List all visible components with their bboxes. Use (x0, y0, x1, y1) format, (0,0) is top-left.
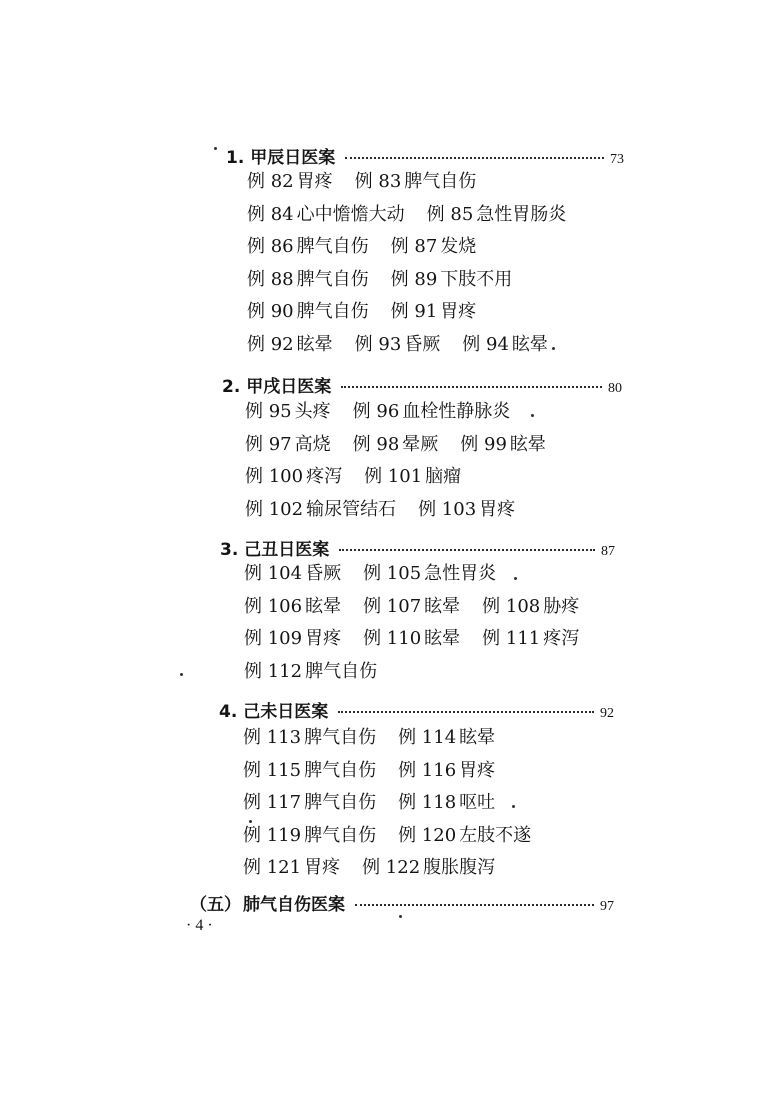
section-4-heading (219, 697, 614, 722)
case-title: 下肢不用 (440, 268, 513, 290)
scan-speck (249, 820, 252, 823)
case-title: 眩晕 (424, 628, 461, 650)
case-number: 例 113 (243, 727, 302, 748)
section-number: 1. (226, 148, 245, 168)
case-number: 例 117 (243, 792, 302, 814)
scan-speck (514, 577, 517, 580)
case-entry (398, 727, 495, 748)
case-number: 例 83 (354, 171, 402, 192)
dot-leader (338, 711, 594, 713)
case-title: 急性胃炎 (424, 563, 497, 584)
chapter-page-number: 97 (600, 899, 614, 914)
case-entry (243, 760, 376, 781)
case-title: 腹胀腹泻 (423, 857, 496, 879)
case-entry (363, 628, 460, 649)
case-number: 例 121 (243, 857, 302, 879)
case-entry (244, 628, 341, 649)
case-title: 胁疼 (543, 595, 580, 617)
case-title: 脾气自伤 (296, 236, 369, 258)
case-entry (247, 334, 333, 355)
case-entry (243, 857, 340, 878)
case-number: 例 87 (390, 236, 438, 258)
case-entry (362, 857, 495, 878)
case-entry (391, 269, 513, 290)
case-number: 例 93 (354, 333, 402, 355)
case-number: 例 89 (390, 268, 438, 290)
page-footer-number: · 4 · (186, 917, 213, 934)
case-title: 高烧 (294, 433, 331, 455)
case-entry (482, 628, 579, 649)
case-entry (247, 269, 369, 290)
case-title: 脾气自伤 (404, 171, 477, 192)
case-line (244, 591, 601, 624)
case-title: 昏厥 (305, 563, 342, 584)
case-number: 例 116 (398, 759, 457, 781)
dot-leader (345, 157, 604, 159)
case-title: 脾气自伤 (304, 727, 377, 748)
case-title: 左肢不遂 (459, 824, 532, 846)
case-number: 例 101 (364, 466, 423, 488)
case-number: 例 122 (362, 857, 421, 879)
case-title: 脾气自伤 (304, 792, 377, 814)
scan-speck (531, 414, 534, 417)
case-title: 眩晕 (459, 727, 496, 748)
case-number: 例 107 (363, 595, 422, 617)
section-title: 甲辰日医案 (250, 148, 336, 168)
case-entry (427, 204, 567, 225)
case-number: 例 111 (482, 628, 541, 650)
case-line (245, 396, 568, 429)
case-number: 例 112 (244, 660, 303, 682)
case-entry (355, 171, 477, 192)
case-number: 例 99 (460, 433, 507, 455)
section-page-number: 80 (608, 381, 622, 396)
case-number: 例 105 (363, 563, 422, 584)
case-line (247, 231, 588, 264)
scan-speck (552, 347, 555, 350)
case-number: 例 92 (247, 333, 294, 355)
case-line (244, 656, 601, 689)
case-number: 例 90 (247, 301, 294, 323)
case-title: 头疼 (294, 401, 331, 422)
case-number: 例 109 (244, 628, 303, 650)
case-title: 昏厥 (404, 333, 441, 355)
case-line (243, 787, 553, 820)
section-page-number: 87 (601, 544, 615, 559)
section-title: 甲戌日医案 (246, 377, 332, 397)
case-number: 例 100 (245, 466, 304, 488)
case-title: 眩晕 (424, 595, 461, 617)
scan-speck (214, 147, 217, 150)
section-3-cases (244, 558, 601, 688)
case-number: 例 106 (244, 595, 303, 617)
section-1-heading (226, 143, 624, 168)
case-number: 例 94 (462, 333, 509, 355)
case-title: 胃疼 (459, 759, 496, 781)
case-entry (244, 661, 377, 682)
scan-speck (512, 805, 515, 808)
section-number: 4. (219, 702, 238, 722)
case-line (244, 623, 601, 656)
case-line (244, 558, 601, 591)
case-entry (245, 401, 331, 422)
case-number: 例 96 (352, 401, 400, 422)
case-entry (398, 792, 495, 813)
case-number: 例 85 (426, 203, 474, 225)
case-entry (460, 434, 546, 455)
case-entry (247, 301, 369, 322)
case-entry (244, 596, 341, 617)
case-number: 例 114 (398, 727, 457, 748)
case-line (247, 296, 588, 329)
section-1-cases (247, 166, 588, 362)
case-entry (355, 334, 441, 355)
case-entry (247, 204, 405, 225)
case-number: 例 102 (245, 498, 304, 520)
case-entry (243, 792, 376, 813)
case-line (245, 494, 568, 527)
case-entry (247, 236, 369, 257)
case-entry (482, 596, 579, 617)
case-title: 呕吐 (459, 792, 496, 814)
case-title: 输尿管结石 (306, 498, 397, 520)
section-number: 3. (220, 540, 239, 560)
chapter-title: 肺气自伤医案 (243, 895, 345, 915)
case-entry (363, 563, 496, 584)
case-line (243, 722, 553, 755)
case-line (245, 461, 568, 494)
case-number: 例 119 (243, 824, 302, 846)
case-number: 例 95 (245, 401, 292, 422)
case-title: 胃疼 (440, 301, 477, 323)
case-title: 脾气自伤 (305, 660, 378, 682)
case-entry (353, 434, 439, 455)
case-number: 例 98 (352, 433, 400, 455)
case-title: 晕厥 (402, 433, 439, 455)
section-4-cases (243, 722, 553, 885)
case-entry (391, 236, 477, 257)
case-title: 胃疼 (479, 498, 516, 520)
case-line (247, 166, 588, 199)
dot-leader (355, 904, 594, 906)
case-entry (391, 301, 477, 322)
case-entry (462, 334, 548, 355)
chapter-number: （五） (190, 895, 241, 915)
case-title: 心中憺憺大动 (296, 203, 405, 225)
case-title: 脑瘤 (425, 466, 462, 488)
dot-leader (341, 386, 602, 388)
case-entry (243, 727, 376, 748)
case-title: 急性胃肠炎 (476, 203, 567, 225)
case-title: 发烧 (440, 236, 477, 258)
case-number: 例 104 (244, 563, 303, 584)
case-entry (398, 825, 531, 846)
case-line (243, 820, 553, 853)
case-line (247, 199, 588, 232)
case-number: 例 108 (482, 595, 541, 617)
case-entry (245, 466, 342, 487)
case-line (247, 264, 588, 297)
case-title: 疼泻 (306, 466, 343, 488)
case-entry (363, 596, 460, 617)
section-title: 己未日医案 (243, 702, 329, 722)
case-line (245, 429, 568, 462)
case-number: 例 82 (247, 171, 294, 192)
case-title: 脾气自伤 (296, 301, 369, 323)
case-title: 眩晕 (511, 333, 548, 355)
case-entry (244, 563, 341, 584)
case-entry (364, 466, 461, 487)
dot-leader (339, 549, 595, 551)
case-number: 例 88 (247, 268, 294, 290)
case-entry (245, 434, 331, 455)
scan-speck (399, 915, 402, 918)
case-line (247, 329, 588, 362)
section-page-number: 73 (610, 152, 624, 167)
case-title: 血栓性静脉炎 (402, 401, 511, 422)
section-3-heading (220, 535, 615, 560)
section-title: 己丑日医案 (244, 540, 330, 560)
case-number: 例 115 (243, 759, 302, 781)
case-number: 例 103 (418, 498, 477, 520)
case-title: 胃疼 (304, 857, 341, 879)
case-entry (418, 499, 515, 520)
case-title: 脾气自伤 (304, 824, 377, 846)
case-entry (398, 760, 495, 781)
section-number: 2. (222, 377, 241, 397)
case-number: 例 97 (245, 433, 292, 455)
case-title: 眩晕 (509, 433, 546, 455)
case-number: 例 120 (398, 824, 457, 846)
section-2-cases (245, 396, 568, 526)
case-entry (353, 401, 511, 422)
chapter-heading (190, 890, 614, 915)
case-title: 疼泻 (543, 628, 580, 650)
case-entry (245, 499, 396, 520)
case-line (243, 852, 553, 885)
case-number: 例 110 (363, 628, 422, 650)
case-number: 例 91 (390, 301, 438, 323)
case-entry (243, 825, 376, 846)
case-number: 例 84 (247, 203, 294, 225)
case-title: 胃疼 (305, 628, 342, 650)
case-line (243, 755, 553, 788)
case-number: 例 118 (398, 792, 457, 814)
case-title: 眩晕 (305, 595, 342, 617)
case-title: 脾气自伤 (304, 759, 377, 781)
case-number: 例 86 (247, 236, 294, 258)
scan-speck (180, 673, 183, 676)
case-entry (247, 171, 333, 192)
section-page-number: 92 (600, 706, 614, 721)
case-title: 眩晕 (296, 333, 333, 355)
case-title: 脾气自伤 (296, 268, 369, 290)
case-title: 胃疼 (296, 171, 333, 192)
section-2-heading (222, 372, 622, 397)
